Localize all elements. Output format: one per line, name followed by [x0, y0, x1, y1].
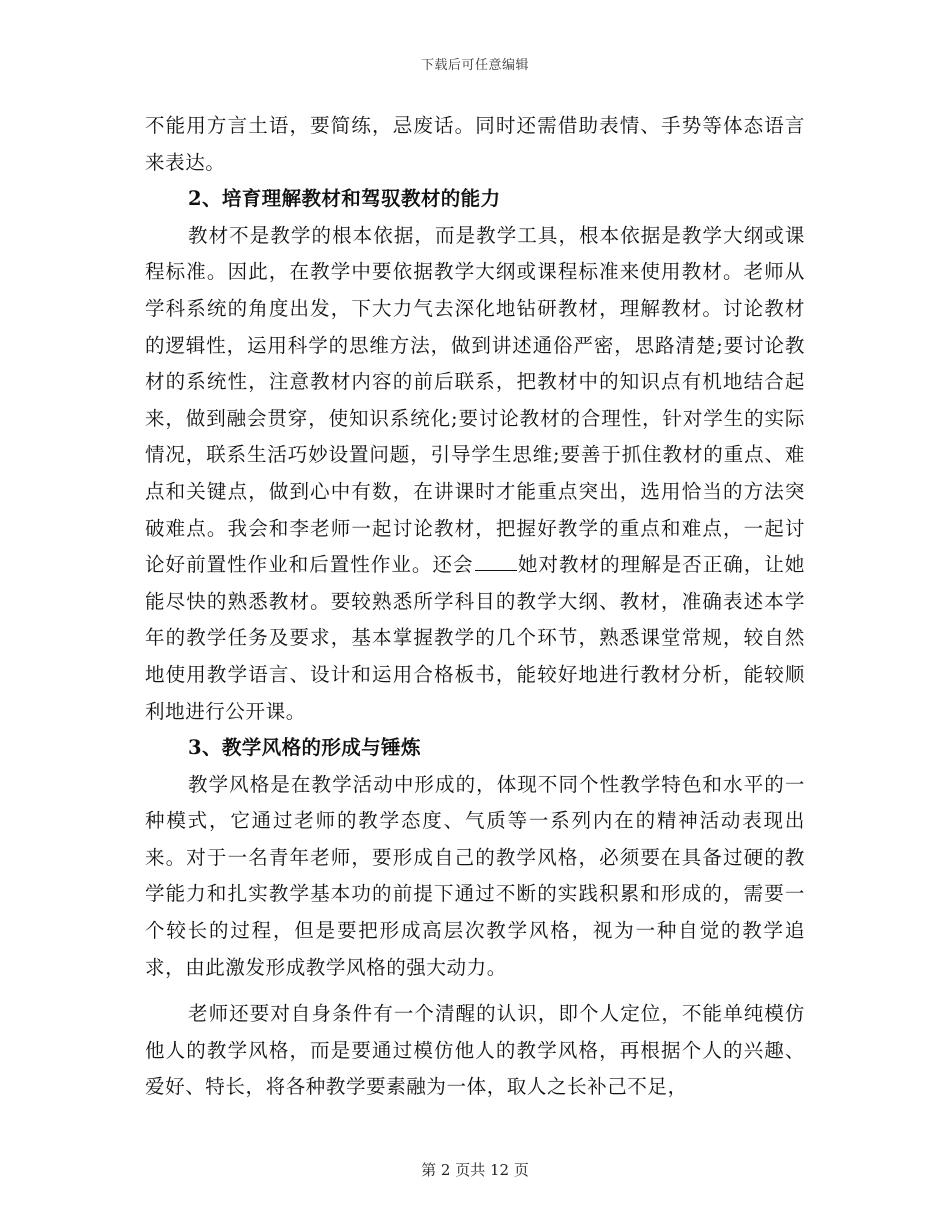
paragraph-section-2-part2: 她对教材的理解是否正确，让她能尽快的熟悉教材。要较熟悉所学科目的教学大纲、教材，准确表述本学年的教学任务及要求，基本掌握教学的几个环节，熟悉课堂常规，较自然地使用教学语言、设计和运用合格板书，能较好地进行教材分析，能较顺利地进行公开课。 — [145, 553, 805, 723]
paragraph-intro: 不能用方言土语，要简练，忌废话。同时还需借助表情、手势等体态语言来表达。 — [145, 114, 805, 174]
section-heading-2: 2、培育理解教材和驾驭教材的能力 — [188, 187, 501, 211]
paragraph-section-3b: 老师还要对自身条件有一个清醒的认识，即个人定位，不能单纯模仿他人的教学风格，而是要通过模仿他人的教学风格，再根据个人的兴趣、爱好、特长，将各种教学要素融为一体，取人之长补己不足， — [145, 1002, 805, 1099]
fill-in-blank — [475, 550, 517, 571]
paragraph-section-2 — [145, 218, 805, 730]
paragraph-section-3a: 教学风格是在教学活动中形成的，体现不同个性教学特色和水平的一种模式，它通过老师的教学态度、气质等一系列内在的精神活动表现出来。对于一名青年老师，要形成自己的教学风格，必须要在具备过硬的教学能力和扎实教学基本功的前提下通过不断的实践积累和形成的，需要一个较长的过程，但是要把形成高层次教学风格，视为一种自觉的教学追求，由此激发形成教学风格的强大动力。 — [145, 772, 805, 979]
header-note: 下载后可任意编辑 — [420, 58, 529, 73]
page-footer: 第 2 页共 12 页 — [421, 1161, 529, 1179]
section-heading-3: 3、教学风格的形成与锤炼 — [188, 736, 421, 760]
document-body — [145, 108, 805, 1106]
paragraph-section-2-part1: 教材不是教学的根本依据，而是教学工具，根本依据是教学大纲或课程标准。因此，在教学中要依据教学大纲或课程标准来使用教材。老师从学科系统的角度出发，下大力气去深化地钻研教材，理解教材。讨论教材的逻辑性，运用科学的思维方法，做到讲述通俗严密，思路清楚;要讨论教材的系统性，注意教材内容的前后联系，把教材中的知识点有机地结合起来，做到融会贯穿，使知识系统化;要讨论教材的合理性，针对学生的实际情况，联系生活巧妙设置问题，引导学生思维;要善于抓住教材的重点、难点和关键点，做到心中有数，在讲课时才能重点突出，选用恰当的方法突破难点。我会和李老师一起讨论教材，把握好教学的重点和难点，一起讨论好前置性作业和后置性作业。还会 — [145, 223, 805, 577]
